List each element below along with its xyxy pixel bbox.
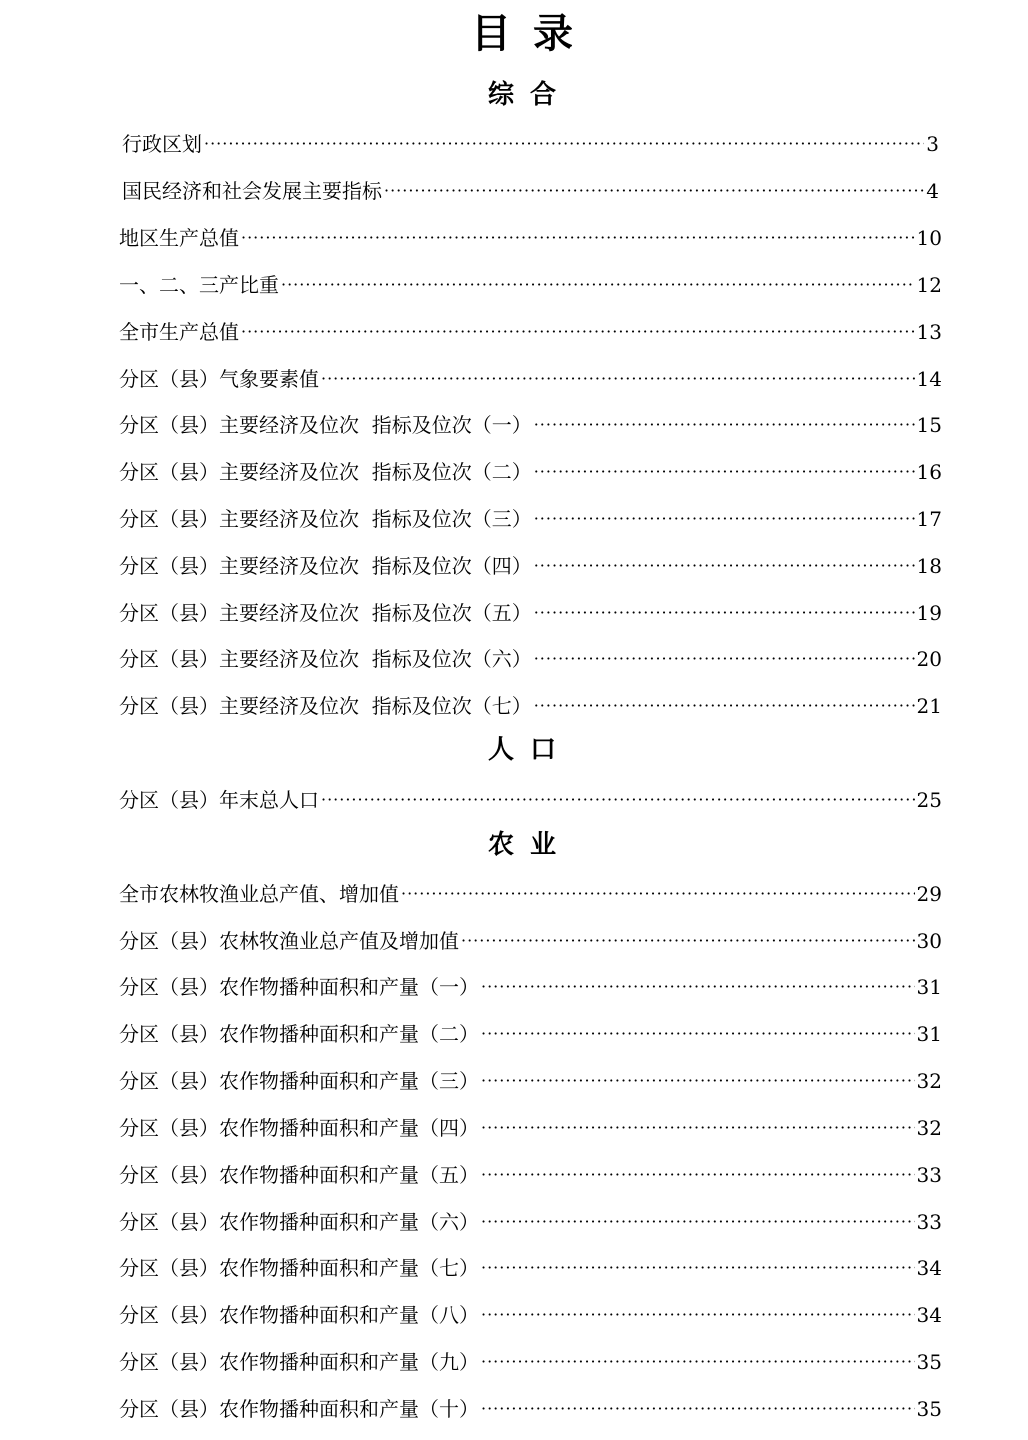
toc-entry-page: 10 bbox=[916, 226, 942, 250]
toc-entry[interactable] bbox=[119, 972, 942, 1002]
toc-entry-label: 分区（县）主要经济及位次 指标及位次（三） bbox=[119, 507, 532, 531]
toc-entry[interactable] bbox=[119, 270, 942, 300]
toc-entry-page: 17 bbox=[916, 507, 942, 531]
toc-entry[interactable] bbox=[119, 551, 942, 581]
toc-entry-page: 35 bbox=[916, 1397, 942, 1421]
toc-entry[interactable] bbox=[119, 1394, 942, 1424]
toc-entry-label: 分区（县）主要经济及位次 指标及位次（二） bbox=[119, 460, 532, 484]
toc-entry-label: 分区（县）农林牧渔业总产值及增加值 bbox=[119, 929, 459, 953]
dot-leader bbox=[481, 1207, 915, 1237]
toc-entry[interactable] bbox=[119, 691, 942, 721]
toc-entry[interactable] bbox=[122, 176, 939, 206]
toc-entry[interactable] bbox=[119, 1207, 942, 1237]
toc-entry-label: 行政区划 bbox=[122, 132, 202, 156]
dot-leader bbox=[241, 317, 915, 347]
toc-entry-label: 分区（县）农作物播种面积和产量（二） bbox=[119, 1022, 479, 1046]
toc-entry[interactable] bbox=[119, 926, 942, 956]
toc-entry-page: 16 bbox=[916, 460, 942, 484]
toc-entry-page: 13 bbox=[916, 320, 942, 344]
toc-entry-page: 21 bbox=[916, 694, 942, 718]
toc-entry-page: 20 bbox=[916, 647, 942, 671]
toc-entry-label: 国民经济和社会发展主要指标 bbox=[122, 179, 382, 203]
toc-entry-page: 18 bbox=[916, 554, 942, 578]
toc-entry-label: 分区（县）农作物播种面积和产量（九） bbox=[119, 1350, 479, 1374]
toc-entry-label: 分区（县）主要经济及位次 指标及位次（五） bbox=[119, 601, 532, 625]
toc-entry[interactable] bbox=[119, 598, 942, 628]
section-heading-agriculture: 农业 bbox=[487, 830, 572, 860]
dot-leader bbox=[241, 223, 915, 253]
toc-entry-label: 分区（县）农作物播种面积和产量（五） bbox=[119, 1163, 479, 1187]
dot-leader bbox=[481, 1019, 915, 1049]
toc-entry[interactable] bbox=[119, 410, 942, 440]
toc-entry-label: 分区（县）农作物播种面积和产量（三） bbox=[119, 1069, 479, 1093]
dot-leader bbox=[281, 270, 915, 300]
toc-entry-page: 34 bbox=[916, 1303, 942, 1327]
toc-entry[interactable] bbox=[119, 1253, 942, 1283]
toc-entry-page: 25 bbox=[916, 788, 942, 812]
toc-entry-label: 全市生产总值 bbox=[119, 320, 239, 344]
toc-entry-label: 分区（县）主要经济及位次 指标及位次（七） bbox=[119, 694, 532, 718]
toc-entry-page: 33 bbox=[916, 1210, 942, 1234]
toc-entry-page: 3 bbox=[926, 132, 939, 156]
dot-leader bbox=[534, 504, 915, 534]
dot-leader bbox=[204, 129, 924, 159]
toc-entry-page: 32 bbox=[916, 1116, 942, 1140]
toc-entry-label: 分区（县）农作物播种面积和产量（八） bbox=[119, 1303, 479, 1327]
dot-leader bbox=[534, 598, 915, 628]
toc-entry[interactable] bbox=[119, 785, 942, 815]
toc-entry[interactable] bbox=[119, 317, 942, 347]
toc-entry-page: 30 bbox=[916, 929, 942, 953]
toc-entry-label: 一、二、三产比重 bbox=[119, 273, 279, 297]
dot-leader bbox=[481, 1347, 915, 1377]
toc-entry-label: 分区（县）农作物播种面积和产量（六） bbox=[119, 1210, 479, 1234]
dot-leader bbox=[534, 644, 915, 674]
toc-entry[interactable] bbox=[119, 223, 942, 253]
toc-entry-label: 分区（县）气象要素值 bbox=[119, 367, 319, 391]
toc-entry-label: 分区（县）主要经济及位次 指标及位次（四） bbox=[119, 554, 532, 578]
toc-entry-page: 14 bbox=[916, 367, 942, 391]
toc-entry[interactable] bbox=[119, 1347, 942, 1377]
toc-entry-page: 12 bbox=[916, 273, 942, 297]
section-heading-population: 人口 bbox=[487, 735, 572, 765]
toc-entry-page: 34 bbox=[916, 1256, 942, 1280]
dot-leader bbox=[401, 879, 915, 909]
toc-entry-label: 全市农林牧渔业总产值、增加值 bbox=[119, 882, 399, 906]
toc-entry[interactable] bbox=[119, 1160, 942, 1190]
toc-entry[interactable] bbox=[122, 129, 939, 159]
toc-entry-page: 33 bbox=[916, 1163, 942, 1187]
toc-entry[interactable] bbox=[119, 1300, 942, 1330]
toc-entry[interactable] bbox=[119, 364, 942, 394]
dot-leader bbox=[534, 691, 915, 721]
page-title: 目录 bbox=[471, 10, 595, 57]
toc-entry-label: 分区（县）农作物播种面积和产量（四） bbox=[119, 1116, 479, 1140]
dot-leader bbox=[481, 972, 915, 1002]
dot-leader bbox=[481, 1066, 915, 1096]
toc-entry-page: 19 bbox=[916, 601, 942, 625]
toc-entry-label: 分区（县）年末总人口 bbox=[119, 788, 319, 812]
toc-entry-label: 分区（县）农作物播种面积和产量（一） bbox=[119, 975, 479, 999]
toc-entry-page: 31 bbox=[916, 975, 942, 999]
toc-entry[interactable] bbox=[119, 1066, 942, 1096]
toc-entry[interactable] bbox=[119, 879, 942, 909]
toc-entry-page: 32 bbox=[916, 1069, 942, 1093]
toc-entry-label: 分区（县）农作物播种面积和产量（七） bbox=[119, 1256, 479, 1280]
dot-leader bbox=[534, 457, 915, 487]
dot-leader bbox=[321, 364, 915, 394]
dot-leader bbox=[481, 1253, 915, 1283]
toc-entry-label: 分区（县）主要经济及位次 指标及位次（六） bbox=[119, 647, 532, 671]
dot-leader bbox=[321, 785, 915, 815]
dot-leader bbox=[384, 176, 924, 206]
toc-entry-page: 35 bbox=[916, 1350, 942, 1374]
toc-entry[interactable] bbox=[119, 644, 942, 674]
toc-entry[interactable] bbox=[119, 504, 942, 534]
toc-entry-label: 地区生产总值 bbox=[119, 226, 239, 250]
dot-leader bbox=[534, 551, 915, 581]
section-heading-comprehensive: 综合 bbox=[487, 80, 572, 110]
toc-entry-page: 29 bbox=[916, 882, 942, 906]
toc-entry-page: 4 bbox=[926, 179, 939, 203]
dot-leader bbox=[481, 1394, 915, 1424]
dot-leader bbox=[461, 926, 915, 956]
toc-entry-page: 15 bbox=[916, 413, 942, 437]
toc-entry[interactable] bbox=[119, 1019, 942, 1049]
toc-entry-page: 31 bbox=[916, 1022, 942, 1046]
dot-leader bbox=[481, 1160, 915, 1190]
dot-leader bbox=[481, 1113, 915, 1143]
dot-leader bbox=[481, 1300, 915, 1330]
dot-leader bbox=[534, 410, 915, 440]
toc-entry[interactable] bbox=[119, 1113, 942, 1143]
toc-entry[interactable] bbox=[119, 457, 942, 487]
toc-entry-label: 分区（县）农作物播种面积和产量（十） bbox=[119, 1397, 479, 1421]
toc-entry-label: 分区（县）主要经济及位次 指标及位次（一） bbox=[119, 413, 532, 437]
